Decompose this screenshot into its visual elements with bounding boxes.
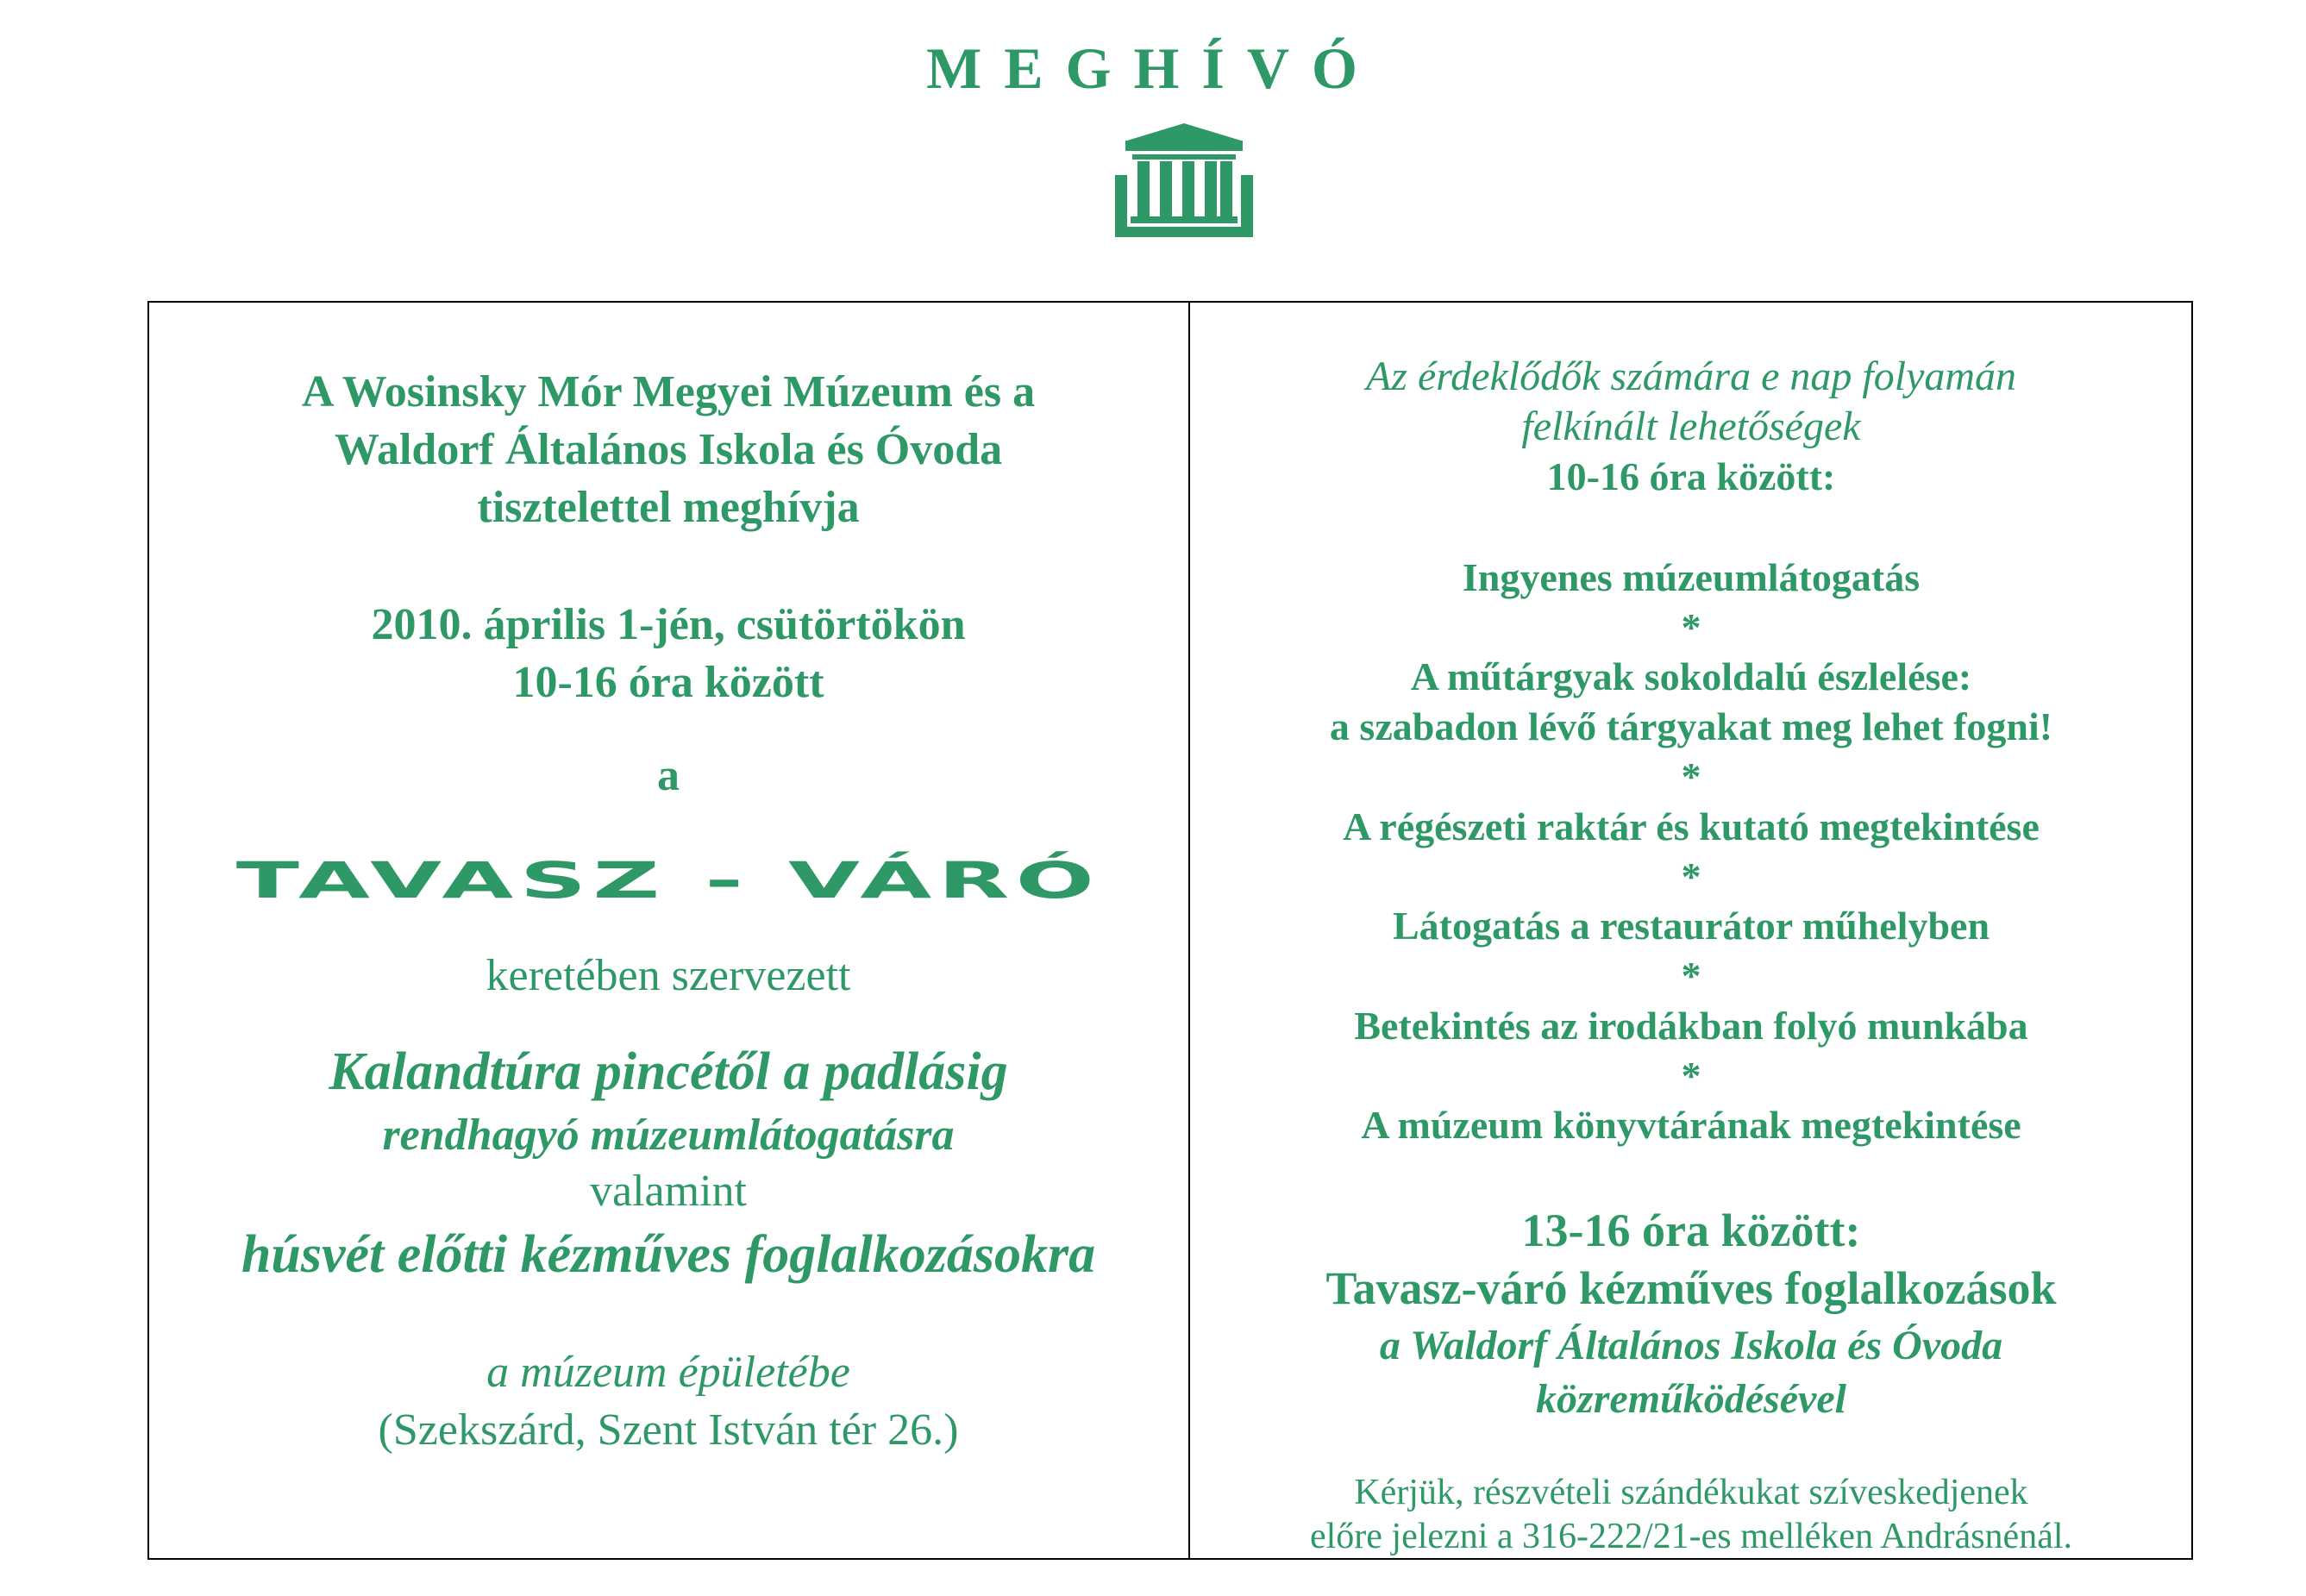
venue-address: (Szekszárd, Szent István tér 26.) bbox=[378, 1405, 959, 1455]
separator-5: * bbox=[1681, 1054, 1701, 1098]
workshop-partner-2: közreműködésével bbox=[1536, 1376, 1846, 1422]
framework-text: keretében szervezett bbox=[486, 951, 851, 1000]
offer-1: Ingyenes múzeumlátogatás bbox=[1462, 555, 1921, 599]
rsvp-line-1: Kérjük, részvételi szándékukat szíveskedjenek bbox=[1354, 1473, 2028, 1512]
museum-building-icon bbox=[1115, 123, 1253, 237]
venue-line: a múzeum épületébe bbox=[486, 1348, 850, 1397]
offer-2-line-2: a szabadon lévő tárgyakat meg lehet fogni! bbox=[1329, 704, 2053, 748]
intro-line-1: Az érdeklődők számára e nap folyamán bbox=[1365, 354, 2017, 399]
event-name: TAVASZ - VÁRÓ bbox=[235, 851, 1101, 910]
program-subtitle: rendhagyó múzeumlátogatásra bbox=[382, 1111, 955, 1160]
host-line-3: tisztelettel meghívja bbox=[477, 483, 860, 532]
offer-4: Látogatás a restaurátor műhelyben bbox=[1392, 904, 1990, 948]
event-date: 2010. április 1-jén, csütörtökön bbox=[371, 600, 966, 649]
invitation-title: MEGHÍVÓ bbox=[926, 35, 1380, 101]
separator-2: * bbox=[1681, 754, 1701, 798]
separator-1: * bbox=[1681, 605, 1701, 649]
offer-5: Betekintés az irodákban folyó munkába bbox=[1354, 1004, 2028, 1048]
workshop-title: húsvét előtti kézműves foglalkozásokra bbox=[241, 1225, 1096, 1284]
offer-6: A múzeum könyvtárának megtekintése bbox=[1361, 1103, 2021, 1147]
article-a: a bbox=[657, 751, 680, 800]
workshop-partner: a Waldorf Általános Iskola és Óvoda bbox=[1379, 1323, 2003, 1368]
intro-line-2: felkínált lehetőségek bbox=[1521, 404, 1861, 449]
workshop-time: 13-16 óra között: bbox=[1521, 1205, 1861, 1256]
host-line-2: Waldorf Általános Iskola és Óvoda bbox=[334, 425, 1003, 474]
intro-time: 10-16 óra között: bbox=[1546, 454, 1836, 498]
rsvp-line-2: előre jelezni a 316-222/21-es melléken Andrásnénál. bbox=[1309, 1517, 2073, 1556]
host-line-1: A Wosinsky Mór Megyei Múzeum és a bbox=[301, 367, 1036, 416]
program-title: Kalandtúra pincétől a padlásig bbox=[329, 1042, 1008, 1101]
connector-text: valamint bbox=[590, 1167, 747, 1216]
offer-3: A régészeti raktár és kutató megtekintése bbox=[1343, 804, 2040, 848]
separator-3: * bbox=[1681, 854, 1701, 898]
separator-4: * bbox=[1681, 954, 1701, 998]
event-time: 10-16 óra között bbox=[512, 658, 824, 707]
column-divider bbox=[1188, 301, 1190, 1560]
offer-2-line-1: A műtárgyak sokoldalú észlelése: bbox=[1410, 654, 1972, 698]
workshop-heading: Tavasz-váró kézműves foglalkozások bbox=[1325, 1262, 2057, 1314]
